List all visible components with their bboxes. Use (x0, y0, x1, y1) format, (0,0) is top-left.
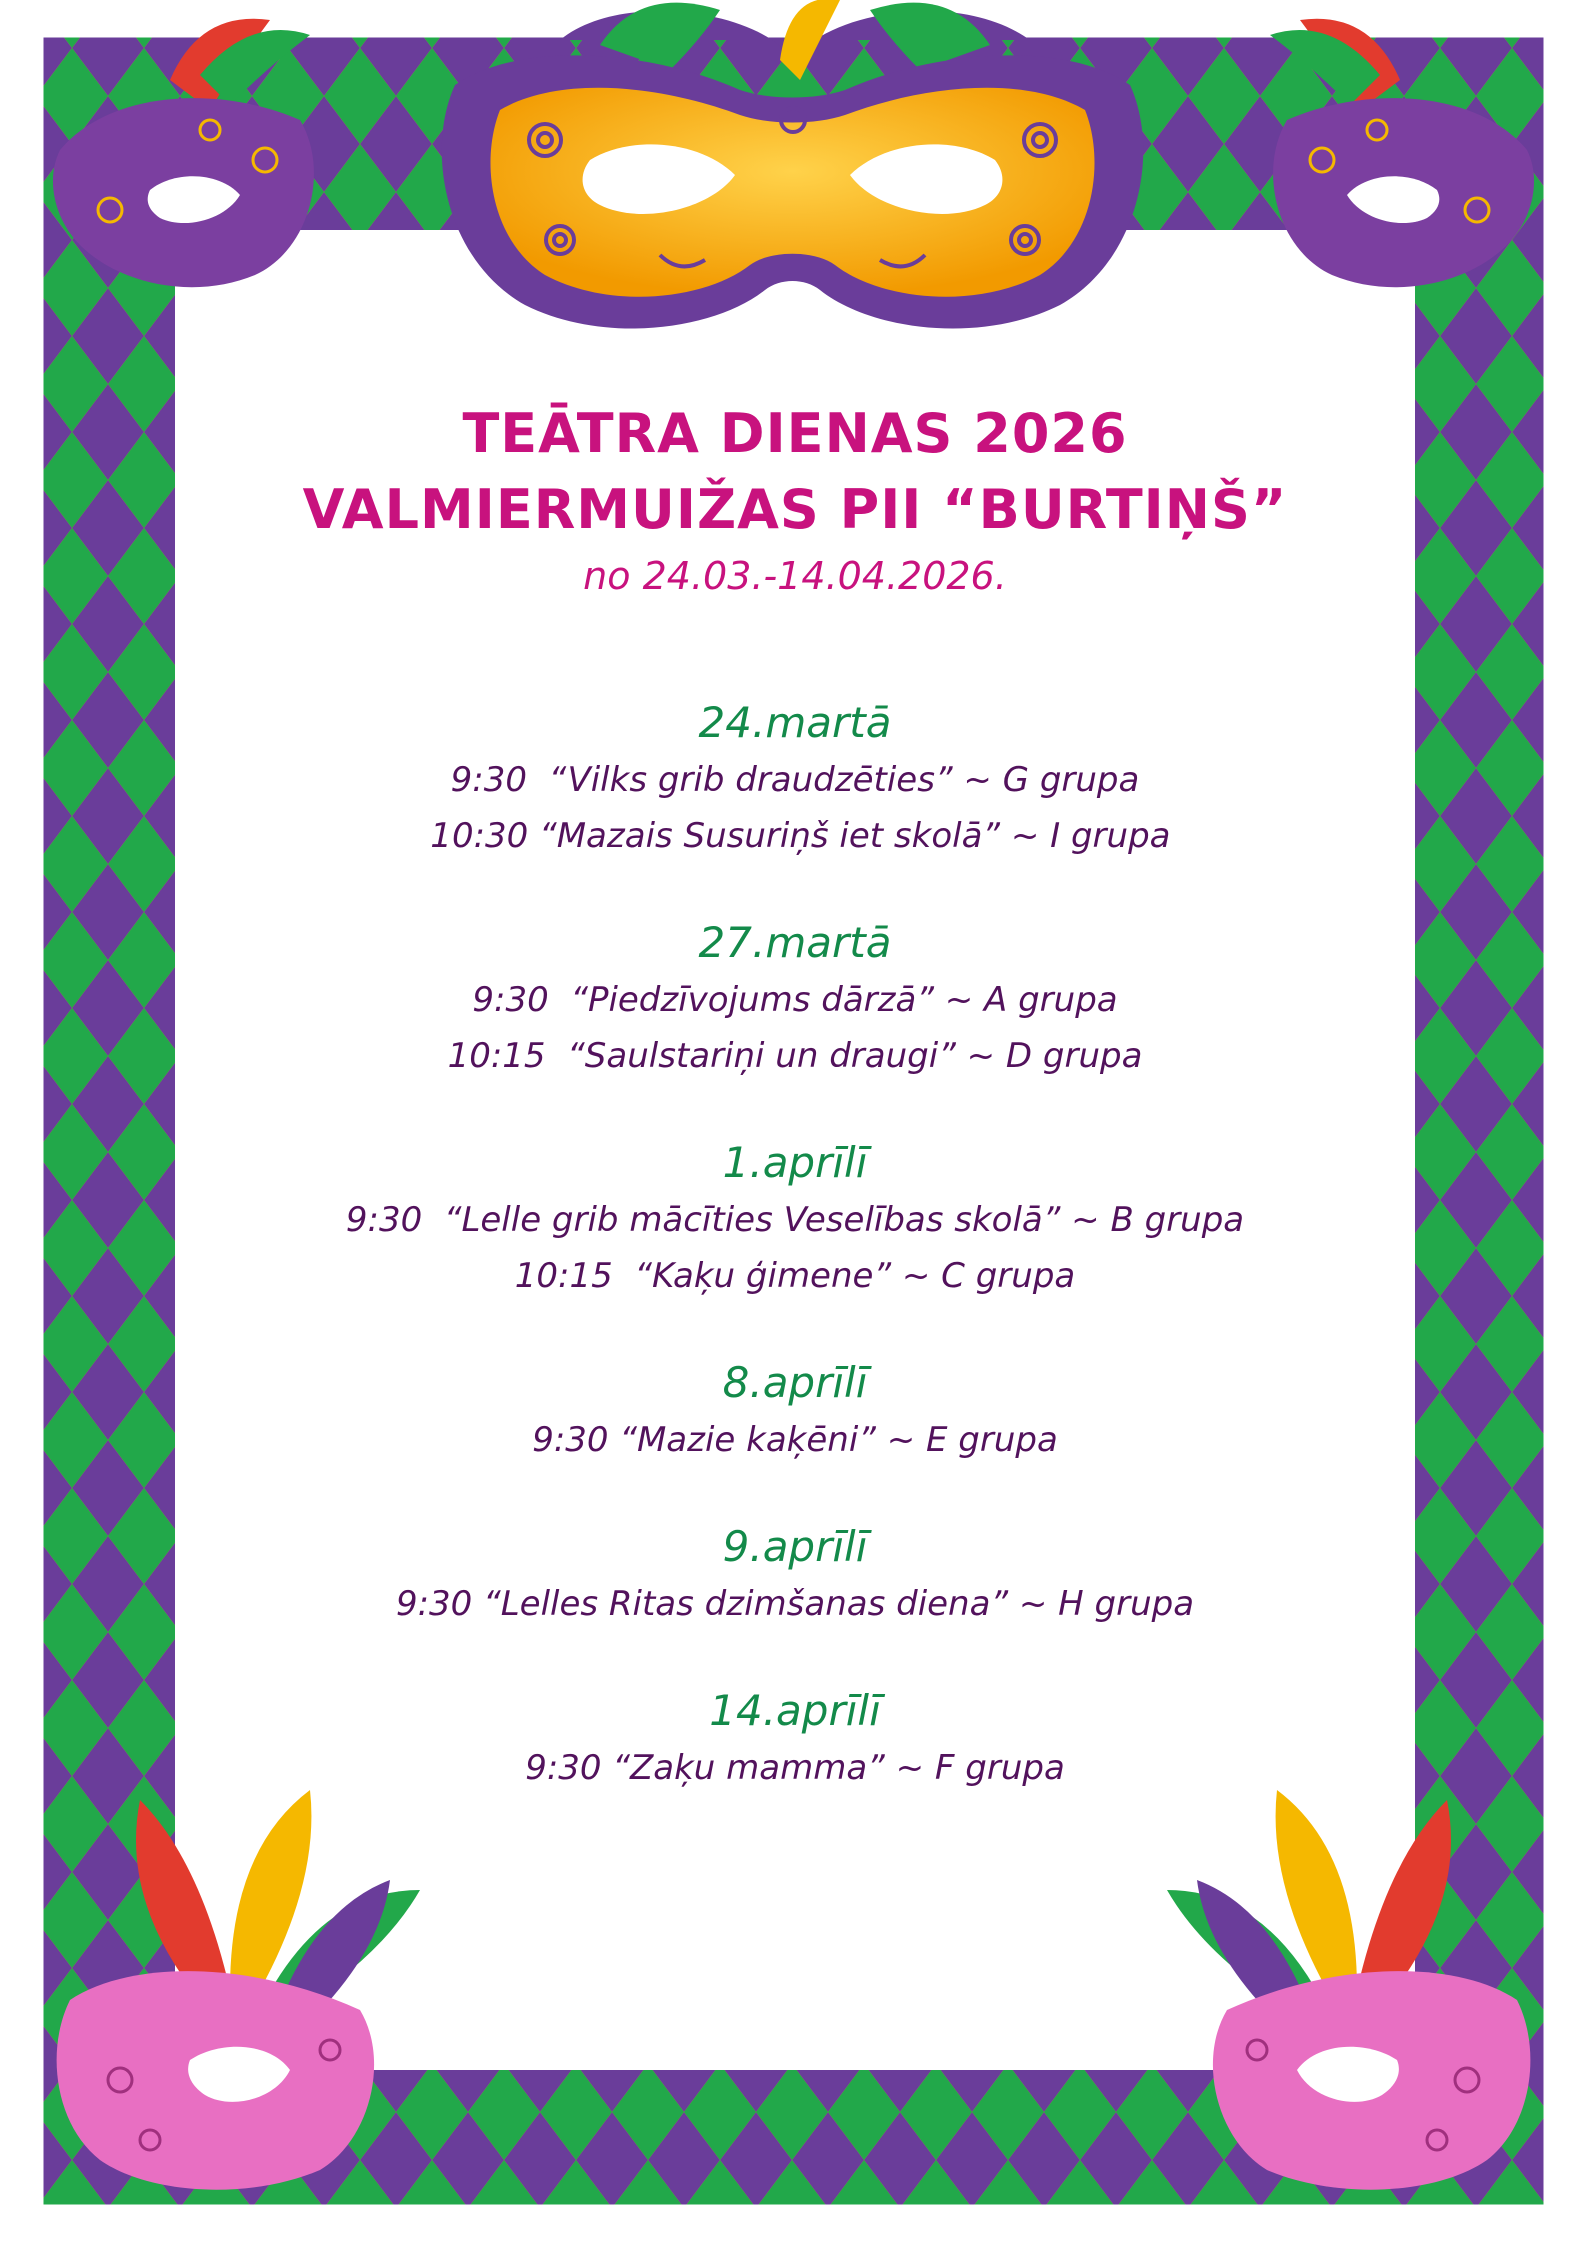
event-line: 9:30 “Vilks grib draudzēties” ~ G grupa (450, 760, 1140, 800)
poster-content (175, 300, 1415, 1846)
title-line-2: VALMIERMUIŽAS PII “BURTIŅŠ” (302, 478, 1288, 541)
event-line: 9:30 “Mazie kaķēni” ~ E grupa (532, 1420, 1058, 1460)
event-line: 9:30 “Piedzīvojums dārzā” ~ A grupa (472, 980, 1118, 1020)
date-range: no 24.03.-14.04.2026. (583, 554, 1007, 598)
day-date: 1.aprīlī (722, 1138, 868, 1187)
event-line: 10:30 “Mazais Susuriņš iet skolā” ~ I grupa (419, 816, 1171, 856)
day-date: 9.aprīlī (722, 1522, 868, 1571)
day-date: 14.aprīlī (709, 1686, 881, 1735)
schedule-day (175, 1518, 1415, 1632)
title-line-1: TEĀTRA DIENAS 2026 (462, 402, 1128, 465)
event-line: 9:30 “Lelle grib mācīties Veselības skolā” ~ B grupa (345, 1200, 1245, 1240)
day-date: 24.martā (698, 698, 892, 747)
day-date: 27.martā (698, 918, 892, 967)
schedule (175, 694, 1415, 1796)
event-line: 10:15 “Saulstariņi un draugi” ~ D grupa (447, 1036, 1143, 1076)
event-line: 9:30 “Lelles Ritas dzimšanas diena” ~ H grupa (395, 1584, 1195, 1624)
schedule-day (175, 1354, 1415, 1468)
schedule-day (175, 1682, 1415, 1796)
event-line: 9:30 “Zaķu mamma” ~ F grupa (525, 1748, 1065, 1788)
schedule-day (175, 694, 1415, 864)
schedule-day (175, 914, 1415, 1084)
event-line: 10:15 “Kaķu ģimene” ~ C grupa (514, 1256, 1076, 1296)
schedule-day (175, 1134, 1415, 1304)
day-date: 8.aprīlī (722, 1358, 868, 1407)
